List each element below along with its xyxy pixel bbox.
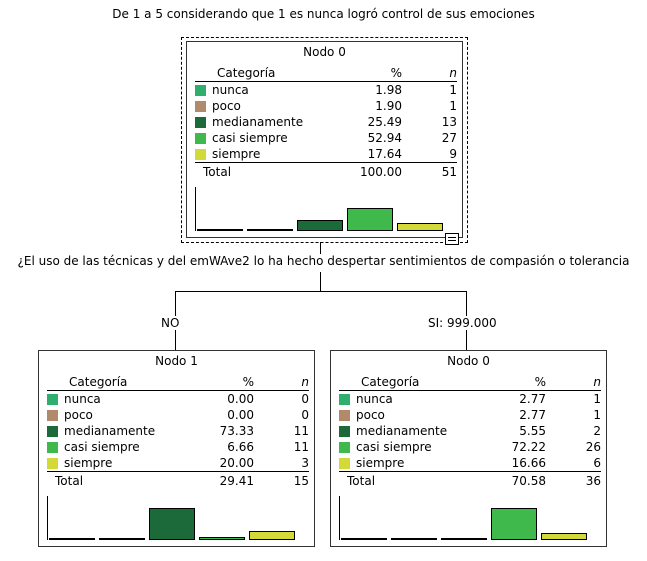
branch-label-si: SI: 999.000 bbox=[424, 316, 501, 330]
category-label: medianamente bbox=[356, 424, 448, 438]
right-node[interactable] bbox=[330, 350, 607, 547]
total-pct: 100.00 bbox=[342, 163, 402, 186]
total-n: 36 bbox=[546, 472, 601, 495]
total-pct: 29.41 bbox=[194, 472, 254, 495]
n-cell: 1 bbox=[593, 408, 601, 422]
node-table bbox=[47, 373, 309, 494]
pct-cell: 52.94 bbox=[367, 131, 402, 145]
n-cell: 6 bbox=[593, 456, 601, 470]
category-label: nunca bbox=[356, 392, 393, 406]
connector bbox=[175, 291, 467, 292]
category-swatch bbox=[47, 394, 58, 405]
category-swatch bbox=[47, 458, 58, 469]
node-table bbox=[195, 64, 457, 185]
histogram-bar bbox=[249, 531, 295, 540]
category-label: poco bbox=[356, 408, 385, 422]
category-swatch bbox=[195, 149, 206, 160]
n-cell: 11 bbox=[293, 424, 309, 438]
category-row bbox=[47, 439, 309, 455]
category-swatch bbox=[339, 426, 350, 437]
category-cell bbox=[195, 114, 342, 130]
category-row bbox=[195, 82, 457, 99]
node-title: Nodo 0 bbox=[303, 45, 346, 59]
n-cell: 1 bbox=[593, 392, 601, 406]
histogram-bar bbox=[391, 538, 437, 540]
total-pct: 70.58 bbox=[486, 472, 546, 495]
category-label: nunca bbox=[212, 83, 249, 97]
pct-cell: 5.55 bbox=[519, 424, 546, 438]
category-cell bbox=[339, 391, 486, 408]
category-cell bbox=[47, 407, 194, 423]
category-row bbox=[195, 146, 457, 163]
branch-label-no: NO bbox=[157, 316, 183, 330]
category-cell bbox=[47, 391, 194, 408]
root-node[interactable] bbox=[186, 41, 463, 238]
category-swatch bbox=[339, 410, 350, 421]
pct-cell: 1.98 bbox=[375, 83, 402, 97]
category-row bbox=[195, 130, 457, 146]
category-label: medianamente bbox=[64, 424, 156, 438]
n-cell: 11 bbox=[293, 440, 309, 454]
histogram bbox=[331, 496, 606, 546]
histogram-bar bbox=[347, 208, 393, 231]
pct-cell: 17.64 bbox=[367, 147, 402, 161]
pct-cell: 25.49 bbox=[367, 115, 402, 129]
pct-header: % bbox=[486, 373, 546, 391]
connector bbox=[320, 272, 321, 291]
node-title: Nodo 0 bbox=[447, 354, 490, 368]
histogram-bar bbox=[541, 533, 587, 540]
category-header: Categoría bbox=[195, 64, 342, 82]
category-row bbox=[339, 439, 601, 455]
pct-cell: 2.77 bbox=[519, 408, 546, 422]
category-cell bbox=[339, 455, 486, 472]
pct-cell: 0.00 bbox=[227, 392, 254, 406]
category-label: siempre bbox=[356, 456, 405, 470]
collapse-toggle-icon[interactable] bbox=[445, 233, 459, 245]
category-swatch bbox=[339, 394, 350, 405]
n-cell: 27 bbox=[441, 131, 457, 145]
n-cell: 0 bbox=[301, 408, 309, 422]
category-row bbox=[47, 407, 309, 423]
category-label: casi siempre bbox=[356, 440, 432, 454]
n-header: n bbox=[402, 64, 457, 82]
pct-header: % bbox=[342, 64, 402, 82]
category-cell bbox=[195, 130, 342, 146]
category-label: nunca bbox=[64, 392, 101, 406]
tree-title: De 1 a 5 considerando que 1 es nunca logró control de sus emociones bbox=[112, 7, 535, 21]
histogram-bar bbox=[341, 538, 387, 540]
category-row bbox=[339, 391, 601, 408]
category-swatch bbox=[195, 133, 206, 144]
node-table bbox=[339, 373, 601, 494]
category-cell bbox=[339, 423, 486, 439]
total-n: 51 bbox=[402, 163, 457, 186]
histogram-bar bbox=[441, 538, 487, 540]
category-row bbox=[339, 407, 601, 423]
total-n: 15 bbox=[254, 472, 309, 495]
pct-header: % bbox=[194, 373, 254, 391]
total-row bbox=[195, 163, 457, 186]
category-label: siempre bbox=[212, 147, 261, 161]
total-row bbox=[339, 472, 601, 495]
category-label: casi siempre bbox=[212, 131, 288, 145]
histogram-bar bbox=[247, 229, 293, 231]
category-row bbox=[339, 455, 601, 472]
histogram-bar bbox=[297, 220, 343, 231]
category-label: poco bbox=[212, 99, 241, 113]
histogram-bar bbox=[149, 508, 195, 540]
category-swatch bbox=[195, 85, 206, 96]
category-swatch bbox=[47, 442, 58, 453]
category-row bbox=[339, 423, 601, 439]
category-header: Categoría bbox=[47, 373, 194, 391]
pct-cell: 0.00 bbox=[227, 408, 254, 422]
category-row bbox=[47, 391, 309, 408]
category-cell bbox=[47, 455, 194, 472]
pct-cell: 1.90 bbox=[375, 99, 402, 113]
left-node[interactable] bbox=[38, 350, 315, 547]
histogram bbox=[187, 187, 462, 237]
category-swatch bbox=[195, 117, 206, 128]
category-row bbox=[47, 455, 309, 472]
n-cell: 1 bbox=[449, 99, 457, 113]
category-label: medianamente bbox=[212, 115, 304, 129]
n-cell: 1 bbox=[449, 83, 457, 97]
total-row bbox=[47, 472, 309, 495]
category-cell bbox=[339, 407, 486, 423]
category-cell bbox=[195, 146, 342, 163]
category-swatch bbox=[195, 101, 206, 112]
total-label: Total bbox=[339, 472, 486, 495]
pct-cell: 73.33 bbox=[219, 424, 254, 438]
category-label: casi siempre bbox=[64, 440, 140, 454]
node-title: Nodo 1 bbox=[155, 354, 198, 368]
histogram-bar bbox=[199, 537, 245, 540]
n-header: n bbox=[254, 373, 309, 391]
category-swatch bbox=[47, 410, 58, 421]
pct-cell: 16.66 bbox=[511, 456, 546, 470]
category-swatch bbox=[47, 426, 58, 437]
n-cell: 9 bbox=[449, 147, 457, 161]
n-cell: 2 bbox=[593, 424, 601, 438]
n-cell: 0 bbox=[301, 392, 309, 406]
pct-cell: 72.22 bbox=[511, 440, 546, 454]
category-cell bbox=[195, 82, 342, 99]
total-label: Total bbox=[195, 163, 342, 186]
n-cell: 3 bbox=[301, 456, 309, 470]
pct-cell: 2.77 bbox=[519, 392, 546, 406]
histogram-bar bbox=[491, 508, 537, 540]
category-header: Categoría bbox=[339, 373, 486, 391]
pct-cell: 6.66 bbox=[227, 440, 254, 454]
category-row bbox=[195, 114, 457, 130]
category-label: poco bbox=[64, 408, 93, 422]
category-swatch bbox=[339, 458, 350, 469]
histogram-bar bbox=[99, 538, 145, 540]
split-question: ¿El uso de las técnicas y del emWAve2 lo ha hecho despertar sentimientos de compasión o tolerancia bbox=[17, 254, 630, 268]
category-cell bbox=[339, 439, 486, 455]
connector bbox=[320, 242, 321, 254]
total-label: Total bbox=[47, 472, 194, 495]
n-cell: 13 bbox=[441, 115, 457, 129]
category-label: siempre bbox=[64, 456, 113, 470]
category-cell bbox=[195, 98, 342, 114]
category-row bbox=[47, 423, 309, 439]
pct-cell: 20.00 bbox=[219, 456, 254, 470]
category-cell bbox=[47, 439, 194, 455]
category-row bbox=[195, 98, 457, 114]
histogram-bar bbox=[397, 223, 443, 231]
n-cell: 26 bbox=[585, 440, 601, 454]
histogram bbox=[39, 496, 314, 546]
histogram-bar bbox=[197, 229, 243, 231]
histogram-bar bbox=[49, 538, 95, 540]
category-swatch bbox=[339, 442, 350, 453]
n-header: n bbox=[546, 373, 601, 391]
category-cell bbox=[47, 423, 194, 439]
